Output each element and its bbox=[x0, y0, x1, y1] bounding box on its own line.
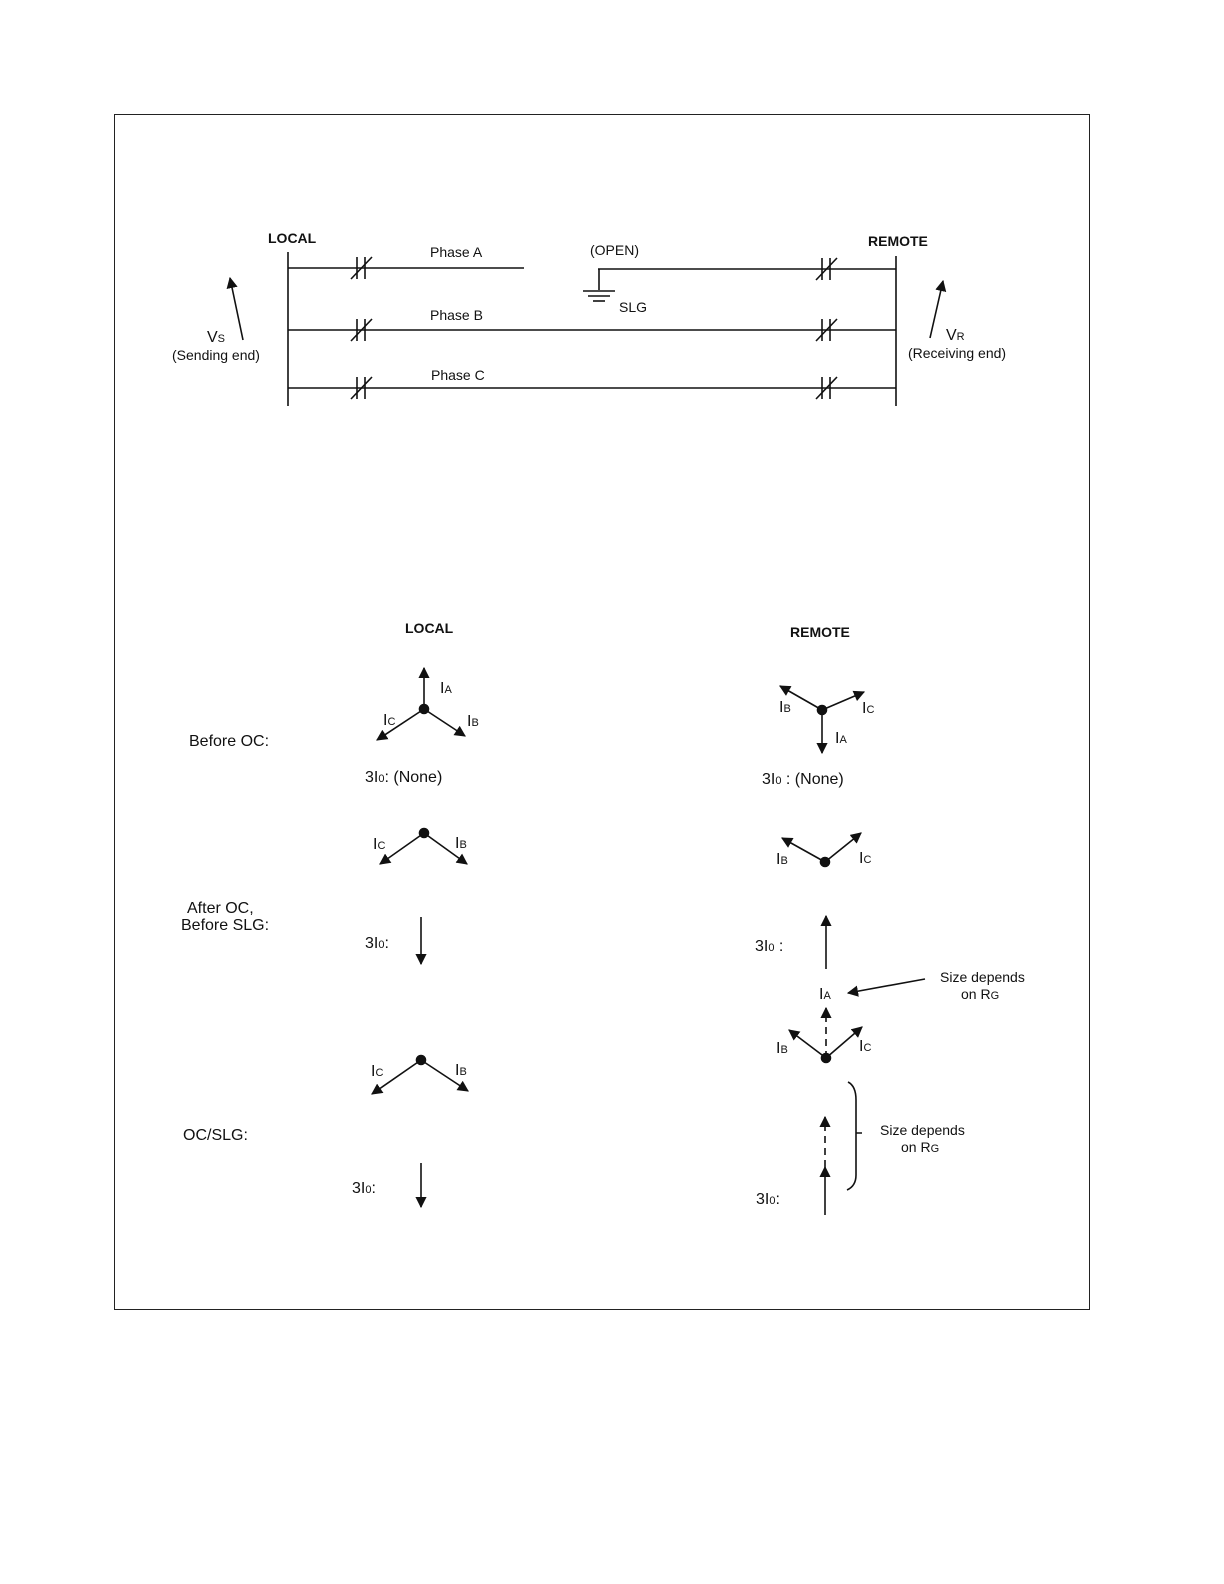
label-ic-local-slg: IC bbox=[371, 1063, 384, 1080]
remote-oc-slg-phasor bbox=[789, 1008, 862, 1063]
phase-b-label: Phase B bbox=[430, 307, 483, 323]
local-before-3i0-text: 3I0: (None) bbox=[365, 769, 443, 786]
label-ic-remote-after: IC bbox=[859, 850, 872, 867]
remote-before-oc-phasor bbox=[780, 686, 864, 753]
label-ia-remote-slg: IA bbox=[819, 986, 831, 1003]
vr-caption: (Receiving end) bbox=[908, 345, 1007, 361]
phasor-remote-header: REMOTE bbox=[790, 624, 850, 640]
ground-icon bbox=[583, 269, 615, 301]
label-ib-local-after: IB bbox=[455, 835, 467, 852]
local-after-oc-phasor bbox=[380, 829, 467, 865]
size-note-brace bbox=[847, 1082, 862, 1190]
local-label: LOCAL bbox=[268, 230, 317, 246]
label-ib-remote-before: IB bbox=[779, 699, 791, 716]
phase-c-label: Phase C bbox=[431, 367, 485, 383]
label-ia-remote-before: IA bbox=[835, 730, 847, 747]
remote-after-3i0-text: 3I0 : bbox=[755, 938, 784, 955]
local-oc-slg-phasor bbox=[372, 1056, 468, 1095]
remote-before-3i0-text: 3I0 : (None) bbox=[762, 771, 844, 788]
row-label-oc-slg: OC/SLG: bbox=[183, 1127, 248, 1144]
label-ib-local-before: IB bbox=[467, 713, 479, 730]
remote-after-oc-phasor bbox=[782, 833, 861, 867]
local-slg-3i0-text: 3I0: bbox=[352, 1180, 376, 1197]
size-note-pointer-arrow bbox=[848, 979, 925, 993]
size-note-2-line1: Size depends bbox=[880, 1122, 965, 1138]
vs-caption: (Sending end) bbox=[172, 347, 260, 363]
local-after-3i0-text: 3I0: bbox=[365, 935, 389, 952]
vs-label: VS bbox=[207, 329, 226, 346]
label-ic-remote-slg: IC bbox=[859, 1038, 872, 1055]
label-ia-local-before: IA bbox=[440, 680, 452, 697]
row-label-before-slg: Before SLG: bbox=[181, 917, 270, 934]
slg-label: SLG bbox=[619, 299, 648, 315]
size-note-1-line2: on RG bbox=[961, 986, 1000, 1002]
remote-label: REMOTE bbox=[868, 233, 928, 249]
remote-slg-3i0-text: 3I0: bbox=[756, 1191, 780, 1208]
vr-arrow bbox=[930, 281, 943, 338]
label-ib-remote-after: IB bbox=[776, 851, 788, 868]
row-label-before-oc: Before OC: bbox=[189, 733, 270, 750]
label-ib-local-slg: IB bbox=[455, 1062, 467, 1079]
vs-arrow bbox=[230, 278, 243, 340]
phasor-local-header: LOCAL bbox=[405, 620, 454, 636]
label-ib-remote-slg: IB bbox=[776, 1040, 788, 1057]
transmission-line-diagram bbox=[230, 252, 943, 406]
phase-a-label: Phase A bbox=[430, 244, 483, 260]
row-label-after-oc: After OC, bbox=[187, 900, 254, 917]
size-note-2-line2: on RG bbox=[901, 1139, 940, 1155]
vr-label: VR bbox=[946, 327, 965, 344]
local-before-oc-phasor bbox=[377, 668, 465, 740]
label-ic-remote-before: IC bbox=[862, 700, 875, 717]
size-note-1-line1: Size depends bbox=[940, 969, 1025, 985]
label-ic-local-after: IC bbox=[373, 836, 386, 853]
open-label: (OPEN) bbox=[590, 242, 639, 258]
label-ic-local-before: IC bbox=[383, 712, 396, 729]
